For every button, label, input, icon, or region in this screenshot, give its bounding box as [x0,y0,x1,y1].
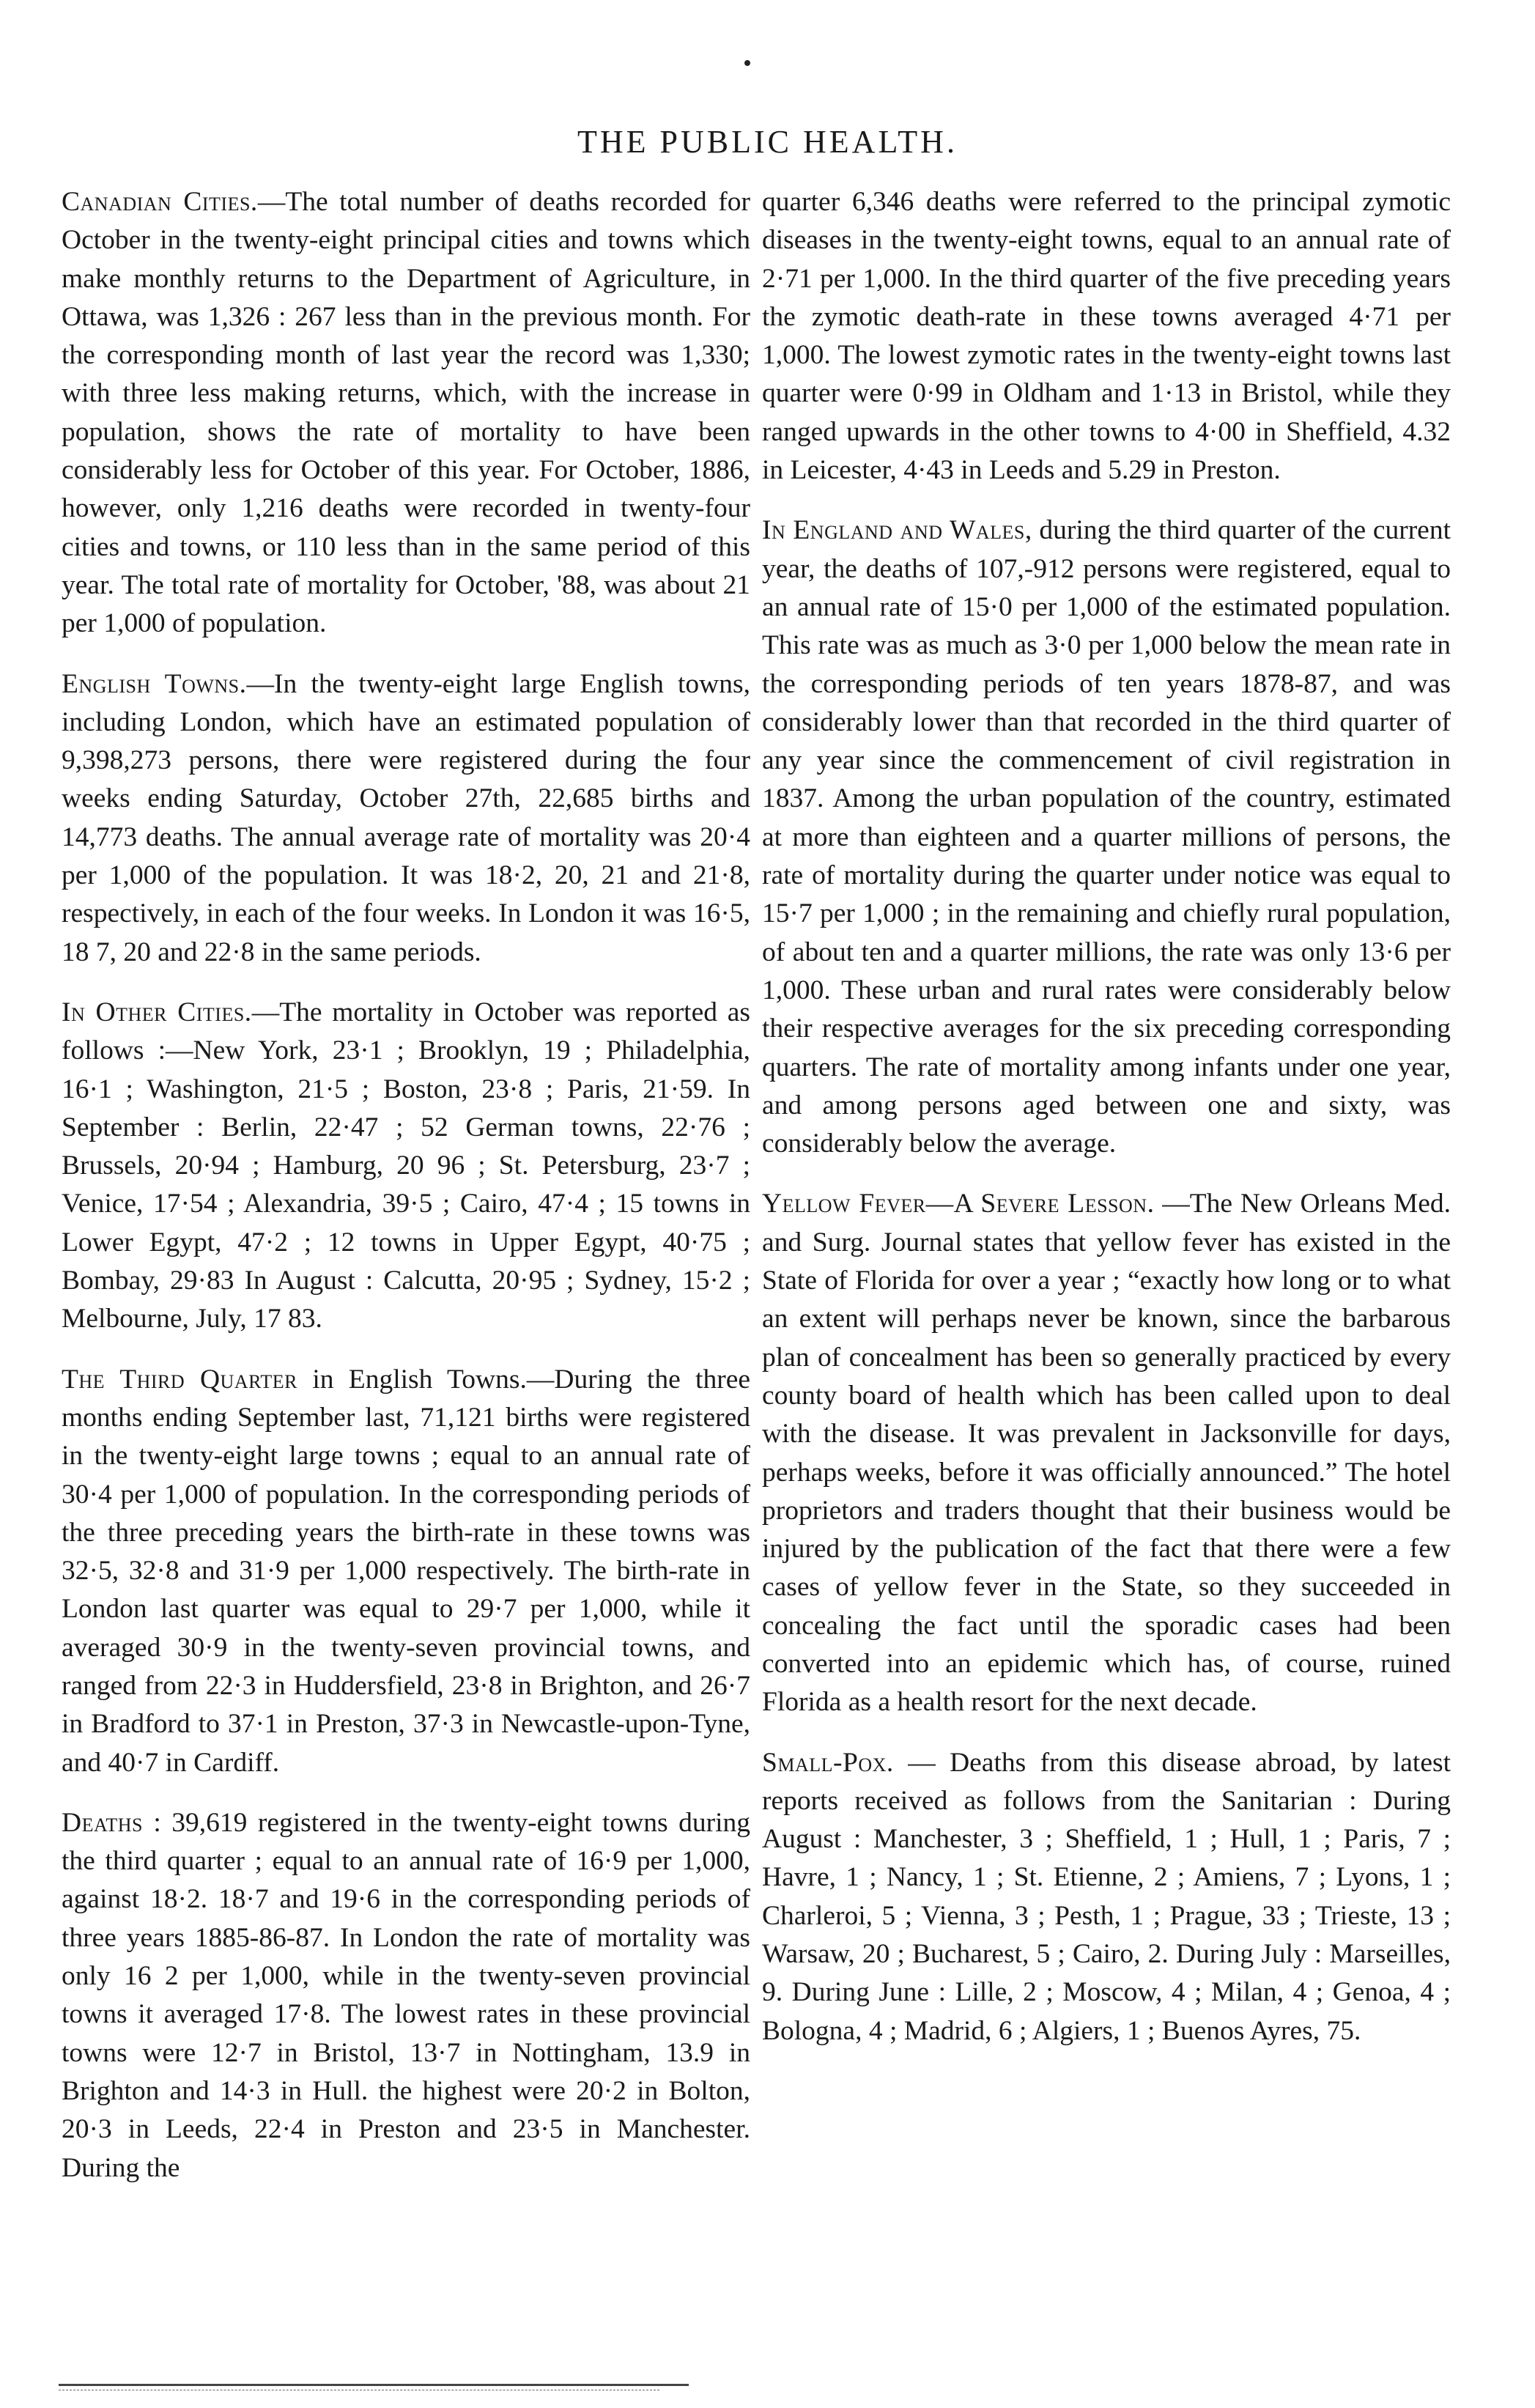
right-column [762,183,1451,2072]
paragraph-text: in English Towns.—During the three months ending September last, 71,121 births were registered in the twenty-eight large towns ; equal to an annual rate of 30·4 per 1,000 of population. In the corresponding periods of the three preceding years the birth-rate in these towns was 32·5, 32·8 and 31·9 per 1,000 respectively. The birth-rate in London last quarter was equal to 29·7 per 1,000, while it averaged 30·9 in the twenty-seven provincial towns, and ranged from 22·3 in Huddersfield, 23·8 in Brighton, and 26·7 in Bradford to 37·1 in Preston, 37·3 in Newcastle-upon-Tyne, and 40·7 in Cardiff. [62,1364,750,1778]
paragraph-text: : 39,619 registered in the twenty-eight towns during the third quarter ; equal to an annual rate of 16·9 per 1,000, against 18·2. 18·7 and 19·6 in the corresponding periods of three years 1885-86-87. In London the rate of mortality was only 16 2 per 1,000, while in the twenty-seven provincial towns it averaged 17·8. The lowest rates in these provincial towns were 12·7 in Bristol, 13·7 in Nottingham, 13.9 in Brighton and 14·3 in Hull. the highest were 20·2 in Bolton, 20·3 in Leeds, 22·4 in Preston and 23·5 in Manchester. During the [62,1807,750,2183]
paragraph-third-quarter [62,1361,750,1782]
paragraph-other-cities [62,994,750,1339]
paragraph-text: —The mortality in October was reported as follows :—New York, 23·1 ; Brooklyn, 19 ; Philadelphia, 16·1 ; Washington, 21·5 ; Boston, 23·8 ; Paris, 21·59. In September : Berlin, 22·47 ; 52 German towns, 22·76 ; Brussels, 20·94 ; Hamburg, 20 96 ; St. Petersburg, 23·7 ; Venice, 17·54 ; Alexandria, 39·5 ; Cairo, 47·4 ; 15 towns in Lower Egypt, 47·2 ; 12 towns in Upper Egypt, 40·75 ; Bombay, 29·83 In August : Calcutta, 20·95 ; Sydney, 15·2 ; Melbourne, July, 17 83. [62,997,750,1334]
section-heading: Small-Pox. [762,1747,894,1778]
section-heading: Canadian Cities. [62,187,258,217]
paragraph-canadian-cities [62,183,750,643]
page-title: THE PUBLIC HEALTH. [577,124,958,160]
paragraph-text: —The total number of deaths recorded for October in the twenty-eight principal cities and towns which make monthly returns to the Department of Agriculture, in Ottawa, was 1,326 : 267 less than in the previous month. For the corresponding month of last year the record was 1,330; with three less making returns, which, with the increase in population, shows the rate of mortality to have been considerably less for October of this year. For October, 1886, however, only 1,216 deaths were recorded in twenty-four cities and towns, or 110 less than in the same period of this year. The total rate of mortality for October, '88, was about 21 per 1,000 of population. [62,187,750,639]
paragraph-zymotic-continued [762,183,1451,490]
paragraph-england-wales [762,511,1451,1163]
section-heading: Yellow Fever—A Severe Lesson. [762,1189,1155,1219]
page-mark [744,60,750,66]
paragraph-small-pox [762,1744,1451,2050]
section-heading: The Third Quarter [62,1364,297,1395]
paragraph-text: — Deaths from this disease abroad, by latest reports received as follows from the Sanitarian : During August : Manchester, 3 ; Sheffield, 1 ; Hull, 1 ; Paris, 7 ; Havre, 1 ; Nancy, 1 ; St. Etienne, 2 ; Amiens, 7 ; Lyons, 1 ; Charleroi, 5 ; Vienna, 3 ; Pesth, 1 ; Prague, 33 ; Trieste, 13 ; Warsaw, 20 ; Bucharest, 5 ; Cairo, 2. During July : Marseilles, 9. During June : Lille, 2 ; Moscow, 4 ; Milan, 4 ; Genoa, 4 ; Bologna, 4 ; Madrid, 6 ; Algiers, 1 ; Buenos Ayres, 75. [762,1747,1451,2046]
paragraph-yellow-fever [762,1185,1451,1721]
paragraph-text: quarter 6,346 deaths were referred to the principal zymotic diseases in the twenty-eight towns, equal to an annual rate of 2·71 per 1,000. In the third quarter of the five preceding years the zymotic death-rate in these towns averaged 4·71 per 1,000. The lowest zymotic rates in the twenty-eight towns last quarter were 0·99 in Oldham and 1·13 in Bristol, while they ranged upwards in the other towns to 4·00 in Sheffield, 4.32 in Leicester, 4·43 in Leeds and 5.29 in Preston. [762,187,1451,486]
section-heading: Deaths [62,1807,143,1838]
paragraph-deaths [62,1804,750,2187]
section-heading: English Towns. [62,668,247,699]
paragraph-text: —The New Orleans Med. and Surg. Journal states that yellow fever has existed in the State of Florida for over a year ; “exactly how long or to what an extent will perhaps never be known, since the barbarous plan of concealment has been so generally practiced by every county board of health which has been called upon to deal with the disease. It was prevalent in Jacksonville for days, perhaps weeks, before it was officially announced.” The hotel proprietors and traders thought that their business would be injured by the publication of the fact that there were a few cases of yellow fever in the State, so they succeeded in concealing the fact until the sporadic cases had been converted into an epidemic which has, of course, ruined Florida as a health resort for the next decade. [762,1189,1451,1718]
section-heading: In England and Wales, [762,515,1032,546]
section-heading: In Other Cities. [62,997,252,1027]
paragraph-text: —In the twenty-eight large English towns, including London, which have an estimated population of 9,398,273 persons, there were registered during the four weeks ending Saturday, October 27th, 22,685 births and 14,773 deaths. The annual average rate of mortality was 20·4 per 1,000 of the population. It was 18·2, 20, 21 and 21·8, respectively, in each of the four weeks. In London it was 16·5, 18 7, 20 and 22·8 in the same periods. [62,668,750,967]
paragraph-english-towns [62,665,750,972]
bottom-divider [59,2384,689,2386]
paragraph-text: during the third quarter of the current year, the deaths of 107,-912 persons were registered, equal to an annual rate of 15·0 per 1,000 of the estimated population. This rate was as much as 3·0 per 1,000 below the mean rate in the corresponding periods of ten years 1878-87, and was considerably lower than that recorded in the third quarter of any year since the commencement of civil registration in 1837. Among the urban population of the country, estimated at more than eighteen and a quarter millions of persons, the rate of mortality during the quarter under notice was equal to 15·7 per 1,000 ; in the remaining and chiefly rural population, of about ten and a quarter millions, the rate was only 13·6 per 1,000. These urban and rural rates were considerably below their respective averages for the six preceding corresponding quarters. The rate of mortality among infants under one year, and among persons aged between one and sixty, was considerably below the average. [762,515,1451,1159]
left-column [62,183,750,2209]
